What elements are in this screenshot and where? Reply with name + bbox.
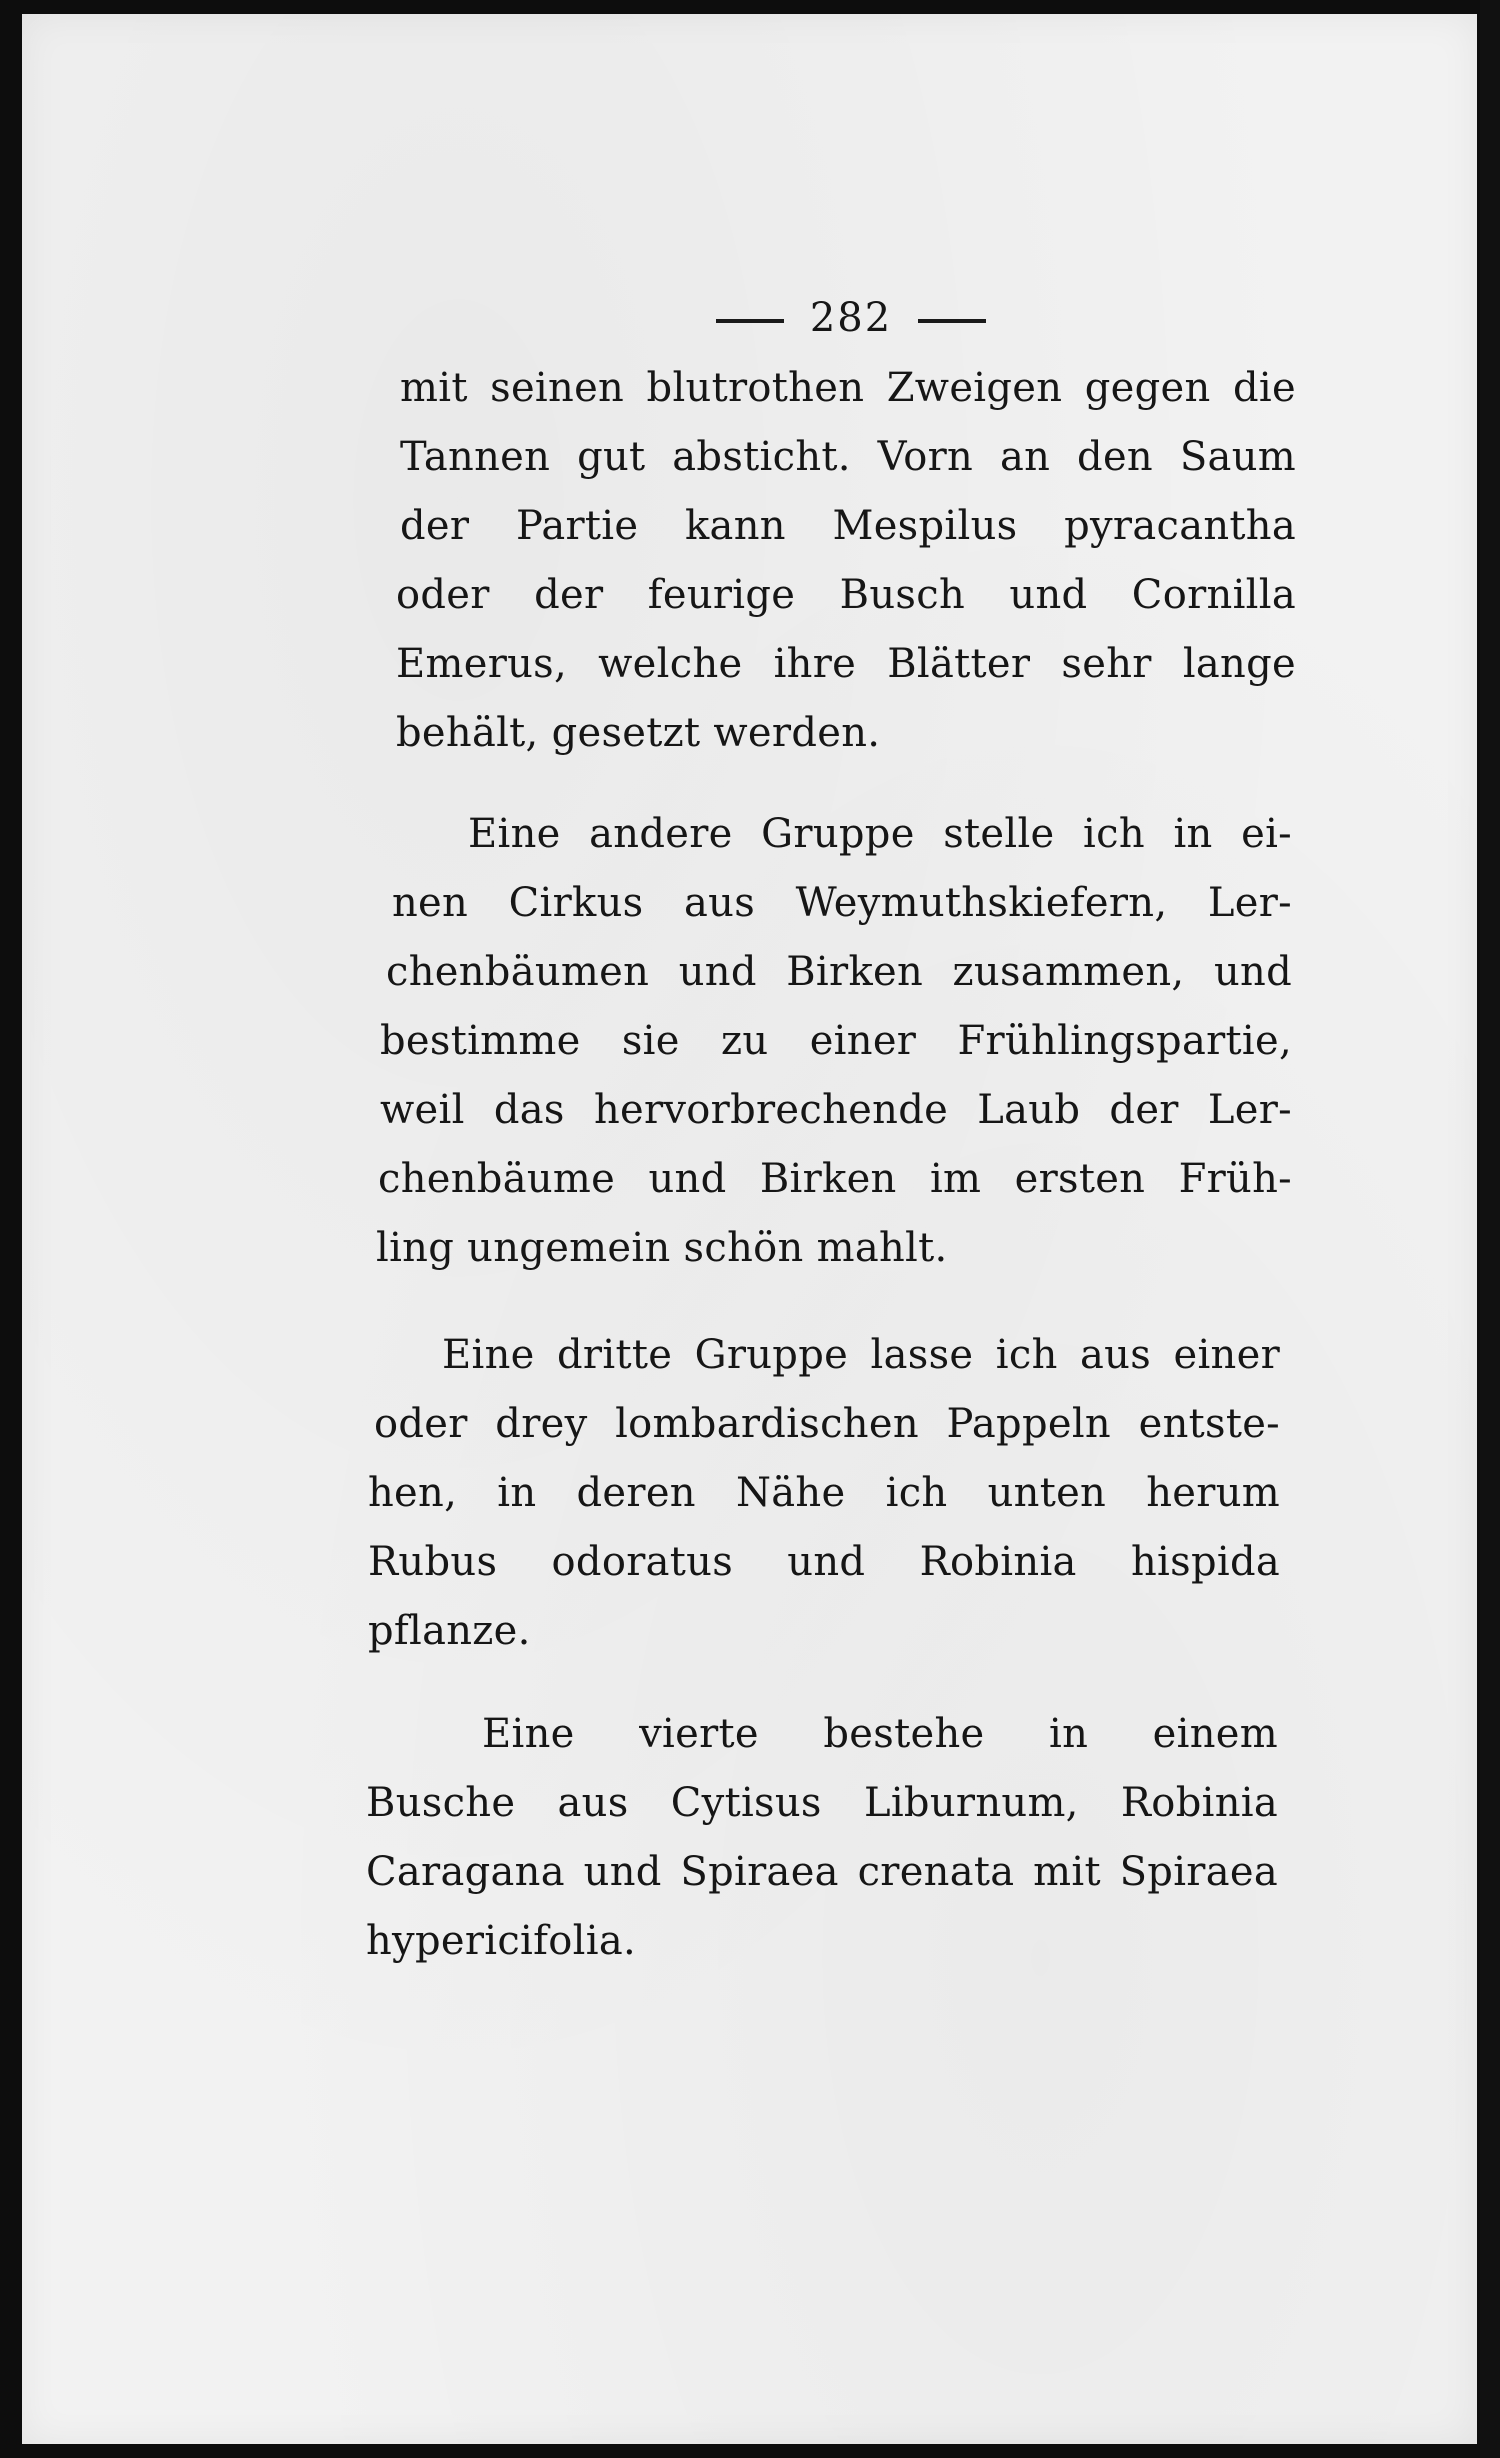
page-header — [426, 288, 1276, 354]
text-line: mit seinen blutrothen Zweigen gegen die — [400, 365, 1296, 411]
text-line: nen Cirkus aus Weymuthskiefern, Ler- — [392, 880, 1292, 926]
header-dash-right — [918, 319, 986, 323]
text-line: ling ungemein schön mahlt. — [376, 1225, 948, 1271]
text-line: Eine andere Gruppe stelle ich in ei- — [468, 811, 1292, 857]
text-line: hypericifolia. — [366, 1918, 636, 1964]
text-line: hen, in deren Nähe ich unten herum — [368, 1470, 1280, 1516]
paragraph-gap — [386, 768, 1276, 800]
paragraph-gap — [386, 1283, 1276, 1321]
text-line: Eine dritte Gruppe lasse ich aus einer — [442, 1332, 1280, 1378]
paragraph-1 — [396, 354, 1296, 768]
text-line: chenbäumen und Birken zusammen, und — [386, 949, 1292, 995]
text-line: weil das hervorbrechende Laub der Ler- — [380, 1087, 1292, 1133]
paragraph-3 — [368, 1321, 1280, 1666]
page-text — [366, 288, 1296, 1976]
text-line: oder der feurige Busch und Cornilla — [396, 572, 1296, 618]
header-dash-left — [716, 319, 784, 323]
page-number: 282 — [809, 295, 893, 341]
text-line: Tannen gut absticht. Vorn an den Saum — [400, 434, 1296, 480]
text-line: Emerus, welche ihre Blätter sehr lange — [396, 641, 1296, 687]
text-line: Busche aus Cytisus Liburnum, Robinia — [366, 1780, 1278, 1826]
text-line: bestimme sie zu einer Frühlingspartie, — [380, 1018, 1292, 1064]
text-line: behält, gesetzt werden. — [396, 710, 881, 756]
text-line: chenbäume und Birken im ersten Früh- — [378, 1156, 1292, 1202]
paragraph-4 — [366, 1700, 1278, 1976]
text-line: pflanze. — [368, 1608, 531, 1654]
text-line: der Partie kann Mespilus pyracantha — [400, 503, 1296, 549]
paragraph-gap — [386, 1666, 1276, 1700]
paragraph-2 — [376, 800, 1292, 1283]
text-line: oder drey lombardischen Pappeln entste- — [374, 1401, 1280, 1447]
text-line: Rubus odoratus und Robinia hispida — [368, 1539, 1280, 1585]
text-line: Caragana und Spiraea crenata mit Spiraea — [366, 1849, 1278, 1895]
text-line: Eine vierte bestehe in einem — [482, 1711, 1278, 1757]
scan-border — [1480, 0, 1500, 2458]
